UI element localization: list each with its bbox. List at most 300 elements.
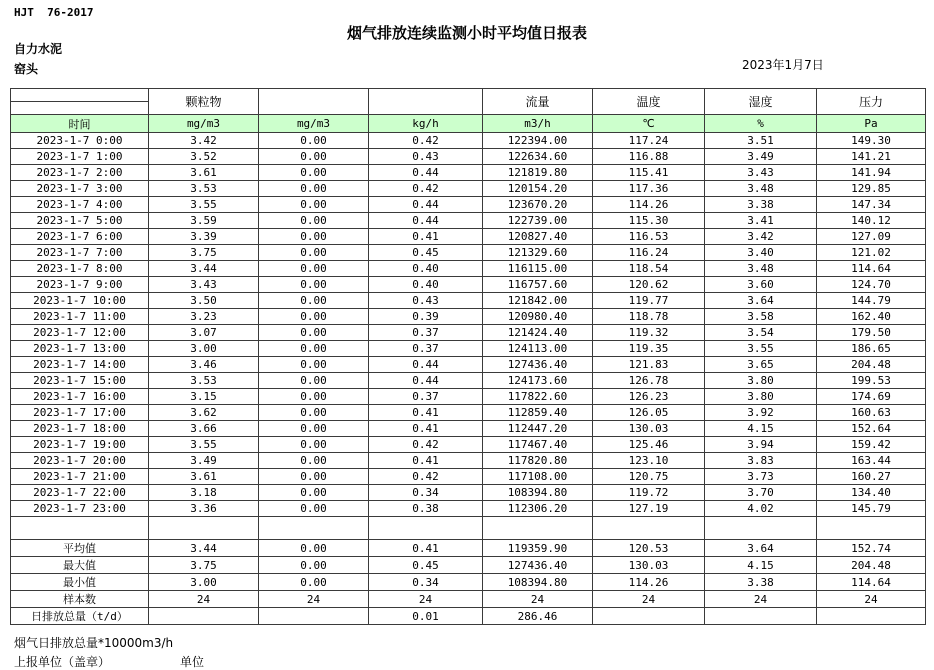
value-cell: 119.72 <box>593 485 705 501</box>
row-label-cell: 2023-1-7 8:00 <box>11 261 149 277</box>
value-cell: 0.44 <box>369 197 483 213</box>
unit-cell-kgh: kg/h <box>369 115 483 133</box>
table-row <box>11 245 926 261</box>
value-cell: 3.92 <box>705 405 817 421</box>
value-cell: 4.02 <box>705 501 817 517</box>
unit-cell-mgm3-2: mg/m3 <box>259 115 369 133</box>
value-cell <box>259 517 369 540</box>
value-cell: 0.00 <box>259 149 369 165</box>
value-cell: 186.65 <box>817 341 926 357</box>
value-cell: 0.00 <box>259 540 369 557</box>
value-cell: 3.64 <box>705 293 817 309</box>
value-cell: 3.66 <box>149 421 259 437</box>
value-cell: 162.40 <box>817 309 926 325</box>
value-cell: 140.12 <box>817 213 926 229</box>
value-cell: 3.43 <box>149 277 259 293</box>
table-row <box>11 469 926 485</box>
table-row <box>11 261 926 277</box>
value-cell: 3.94 <box>705 437 817 453</box>
value-cell <box>817 608 926 625</box>
value-cell: 24 <box>593 591 705 608</box>
value-cell: 3.43 <box>705 165 817 181</box>
value-cell: 0.00 <box>259 453 369 469</box>
row-label-cell: 最小值 <box>11 574 149 591</box>
value-cell: 3.64 <box>705 540 817 557</box>
table-row <box>11 309 926 325</box>
row-label-cell: 最大值 <box>11 557 149 574</box>
value-cell: 124113.00 <box>483 341 593 357</box>
group-header-blank-1 <box>259 89 369 115</box>
report-table <box>10 88 926 625</box>
value-cell: 0.00 <box>259 421 369 437</box>
value-cell: 0.42 <box>369 133 483 149</box>
table-row <box>11 437 926 453</box>
value-cell: 0.00 <box>259 229 369 245</box>
value-cell: 3.55 <box>149 197 259 213</box>
value-cell <box>483 517 593 540</box>
value-cell: 121.83 <box>593 357 705 373</box>
value-cell: 0.39 <box>369 309 483 325</box>
value-cell: 0.42 <box>369 181 483 197</box>
value-cell: 3.44 <box>149 540 259 557</box>
value-cell: 120980.40 <box>483 309 593 325</box>
value-cell: 120.53 <box>593 540 705 557</box>
row-label-cell: 2023-1-7 15:00 <box>11 373 149 389</box>
value-cell: 160.63 <box>817 405 926 421</box>
row-label-cell: 2023-1-7 22:00 <box>11 485 149 501</box>
standard-code: HJT 76-2017 <box>14 6 94 19</box>
value-cell: 108394.80 <box>483 485 593 501</box>
value-cell: 114.64 <box>817 574 926 591</box>
value-cell: 126.05 <box>593 405 705 421</box>
summary-row <box>11 557 926 574</box>
value-cell: 0.38 <box>369 501 483 517</box>
value-cell: 0.00 <box>259 557 369 574</box>
value-cell: 0.00 <box>259 469 369 485</box>
value-cell: 0.00 <box>259 437 369 453</box>
row-label-cell: 2023-1-7 6:00 <box>11 229 149 245</box>
company-name: 自力水泥 <box>14 42 63 56</box>
value-cell: 0.01 <box>369 608 483 625</box>
value-cell: 3.73 <box>705 469 817 485</box>
reporting-unit-label: 上报单位（盖章） <box>14 655 111 669</box>
value-cell: 3.42 <box>149 133 259 149</box>
value-cell: 0.00 <box>259 309 369 325</box>
table-row <box>11 485 926 501</box>
value-cell: 121819.80 <box>483 165 593 181</box>
table-row <box>11 357 926 373</box>
value-cell: 3.00 <box>149 341 259 357</box>
value-cell: 121329.60 <box>483 245 593 261</box>
value-cell: 120.75 <box>593 469 705 485</box>
value-cell: 0.00 <box>259 357 369 373</box>
group-header-pressure: 压力 <box>817 89 926 115</box>
value-cell: 141.94 <box>817 165 926 181</box>
row-label-cell: 2023-1-7 12:00 <box>11 325 149 341</box>
value-cell: 127.09 <box>817 229 926 245</box>
value-cell: 130.03 <box>593 557 705 574</box>
value-cell: 3.49 <box>705 149 817 165</box>
value-cell: 0.43 <box>369 293 483 309</box>
value-cell: 120154.20 <box>483 181 593 197</box>
value-cell: 3.53 <box>149 181 259 197</box>
summary-row <box>11 608 926 625</box>
value-cell: 126.78 <box>593 373 705 389</box>
value-cell: 108394.80 <box>483 574 593 591</box>
unit-cell-time: 时间 <box>11 115 149 133</box>
value-cell: 0.37 <box>369 389 483 405</box>
row-label-cell: 2023-1-7 1:00 <box>11 149 149 165</box>
value-cell: 3.54 <box>705 325 817 341</box>
value-cell: 3.75 <box>149 557 259 574</box>
value-cell: 3.40 <box>705 245 817 261</box>
value-cell: 204.48 <box>817 357 926 373</box>
value-cell: 123670.20 <box>483 197 593 213</box>
unit-cell-pa: Pa <box>817 115 926 133</box>
value-cell: 116.53 <box>593 229 705 245</box>
row-label-cell: 2023-1-7 5:00 <box>11 213 149 229</box>
value-cell: 179.50 <box>817 325 926 341</box>
value-cell: 0.34 <box>369 574 483 591</box>
table-row <box>11 501 926 517</box>
value-cell: 0.40 <box>369 261 483 277</box>
value-cell: 117822.60 <box>483 389 593 405</box>
value-cell: 0.44 <box>369 165 483 181</box>
value-cell: 0.00 <box>259 277 369 293</box>
value-cell: 119.77 <box>593 293 705 309</box>
value-cell: 0.00 <box>259 197 369 213</box>
table-row <box>11 229 926 245</box>
value-cell: 0.41 <box>369 453 483 469</box>
row-label-cell: 2023-1-7 7:00 <box>11 245 149 261</box>
row-label-cell: 2023-1-7 13:00 <box>11 341 149 357</box>
value-cell: 3.62 <box>149 405 259 421</box>
row-label-cell: 2023-1-7 17:00 <box>11 405 149 421</box>
value-cell: 3.83 <box>705 453 817 469</box>
value-cell: 3.75 <box>149 245 259 261</box>
value-cell: 0.00 <box>259 373 369 389</box>
value-cell: 24 <box>369 591 483 608</box>
summary-row <box>11 591 926 608</box>
value-cell: 116757.60 <box>483 277 593 293</box>
value-cell: 0.45 <box>369 245 483 261</box>
value-cell: 127.19 <box>593 501 705 517</box>
spacer-row <box>11 517 926 540</box>
group-header-particulate: 颗粒物 <box>149 89 259 115</box>
value-cell: 120.62 <box>593 277 705 293</box>
unit-cell-percent: % <box>705 115 817 133</box>
value-cell: 0.37 <box>369 341 483 357</box>
value-cell: 115.41 <box>593 165 705 181</box>
value-cell: 3.00 <box>149 574 259 591</box>
unit-cell-celsius: ℃ <box>593 115 705 133</box>
unit-label: 单位 <box>180 655 205 669</box>
value-cell: 112859.40 <box>483 405 593 421</box>
value-cell: 24 <box>259 591 369 608</box>
value-cell: 112447.20 <box>483 421 593 437</box>
value-cell: 3.55 <box>149 437 259 453</box>
value-cell <box>593 517 705 540</box>
value-cell: 3.70 <box>705 485 817 501</box>
value-cell: 0.42 <box>369 469 483 485</box>
value-cell: 3.42 <box>705 229 817 245</box>
value-cell: 0.00 <box>259 213 369 229</box>
value-cell: 0.00 <box>259 165 369 181</box>
value-cell: 124173.60 <box>483 373 593 389</box>
value-cell: 130.03 <box>593 421 705 437</box>
value-cell: 114.26 <box>593 574 705 591</box>
value-cell: 0.00 <box>259 574 369 591</box>
value-cell: 123.10 <box>593 453 705 469</box>
value-cell: 145.79 <box>817 501 926 517</box>
value-cell: 199.53 <box>817 373 926 389</box>
row-label-cell: 2023-1-7 19:00 <box>11 437 149 453</box>
value-cell: 3.36 <box>149 501 259 517</box>
row-label-cell <box>11 517 149 540</box>
value-cell: 0.40 <box>369 277 483 293</box>
value-cell: 0.00 <box>259 341 369 357</box>
value-cell: 116.88 <box>593 149 705 165</box>
value-cell <box>817 517 926 540</box>
table-row <box>11 293 926 309</box>
value-cell: 24 <box>483 591 593 608</box>
value-cell: 204.48 <box>817 557 926 574</box>
value-cell: 0.00 <box>259 181 369 197</box>
row-label-cell: 2023-1-7 11:00 <box>11 309 149 325</box>
value-cell: 122739.00 <box>483 213 593 229</box>
value-cell: 149.30 <box>817 133 926 149</box>
value-cell: 3.65 <box>705 357 817 373</box>
table-row <box>11 197 926 213</box>
value-cell: 121842.00 <box>483 293 593 309</box>
value-cell: 174.69 <box>817 389 926 405</box>
value-cell: 3.59 <box>149 213 259 229</box>
value-cell: 3.60 <box>705 277 817 293</box>
row-label-cell: 2023-1-7 20:00 <box>11 453 149 469</box>
table-body <box>11 133 926 625</box>
value-cell: 122634.60 <box>483 149 593 165</box>
value-cell: 3.49 <box>149 453 259 469</box>
value-cell: 117.24 <box>593 133 705 149</box>
table-row <box>11 277 926 293</box>
value-cell: 3.51 <box>705 133 817 149</box>
value-cell: 122394.00 <box>483 133 593 149</box>
row-label-cell: 日排放总量（t/d） <box>11 608 149 625</box>
value-cell: 127436.40 <box>483 557 593 574</box>
value-cell: 0.42 <box>369 437 483 453</box>
report-date: 2023年1月7日 <box>742 58 824 72</box>
value-cell: 3.55 <box>705 341 817 357</box>
value-cell: 0.41 <box>369 540 483 557</box>
value-cell <box>705 608 817 625</box>
value-cell: 0.44 <box>369 373 483 389</box>
value-cell: 3.52 <box>149 149 259 165</box>
value-cell: 0.45 <box>369 557 483 574</box>
value-cell: 286.46 <box>483 608 593 625</box>
table-row <box>11 213 926 229</box>
row-label-cell: 样本数 <box>11 591 149 608</box>
row-label-cell: 2023-1-7 18:00 <box>11 421 149 437</box>
time-header-upper-cell <box>11 89 149 102</box>
value-cell: 0.00 <box>259 325 369 341</box>
value-cell: 0.00 <box>259 245 369 261</box>
value-cell: 119.35 <box>593 341 705 357</box>
value-cell: 163.44 <box>817 453 926 469</box>
value-cell <box>369 517 483 540</box>
row-label-cell: 2023-1-7 14:00 <box>11 357 149 373</box>
row-label-cell: 2023-1-7 21:00 <box>11 469 149 485</box>
value-cell: 0.41 <box>369 421 483 437</box>
value-cell: 3.80 <box>705 389 817 405</box>
value-cell: 160.27 <box>817 469 926 485</box>
value-cell: 117467.40 <box>483 437 593 453</box>
value-cell: 3.53 <box>149 373 259 389</box>
value-cell: 0.00 <box>259 389 369 405</box>
group-header-blank-2 <box>369 89 483 115</box>
value-cell: 144.79 <box>817 293 926 309</box>
value-cell: 0.00 <box>259 261 369 277</box>
value-cell: 147.34 <box>817 197 926 213</box>
value-cell: 3.61 <box>149 469 259 485</box>
value-cell: 24 <box>149 591 259 608</box>
value-cell: 120827.40 <box>483 229 593 245</box>
monitor-location: 窑头 <box>14 62 39 76</box>
value-cell <box>149 517 259 540</box>
summary-row <box>11 574 926 591</box>
value-cell: 3.39 <box>149 229 259 245</box>
value-cell <box>259 608 369 625</box>
value-cell: 115.30 <box>593 213 705 229</box>
value-cell: 24 <box>817 591 926 608</box>
page-title: 烟气排放连续监测小时平均值日报表 <box>346 24 587 42</box>
summary-row <box>11 540 926 557</box>
value-cell: 24 <box>705 591 817 608</box>
group-header-temperature: 温度 <box>593 89 705 115</box>
value-cell: 121424.40 <box>483 325 593 341</box>
value-cell: 127436.40 <box>483 357 593 373</box>
row-label-cell: 2023-1-7 4:00 <box>11 197 149 213</box>
row-label-cell: 2023-1-7 23:00 <box>11 501 149 517</box>
value-cell: 4.15 <box>705 557 817 574</box>
value-cell: 3.50 <box>149 293 259 309</box>
row-label-cell: 2023-1-7 10:00 <box>11 293 149 309</box>
unit-cell-mgm3-1: mg/m3 <box>149 115 259 133</box>
table-row <box>11 325 926 341</box>
value-cell: 3.61 <box>149 165 259 181</box>
value-cell <box>593 608 705 625</box>
value-cell: 0.37 <box>369 325 483 341</box>
value-cell: 3.18 <box>149 485 259 501</box>
value-cell: 116115.00 <box>483 261 593 277</box>
value-cell: 118.78 <box>593 309 705 325</box>
value-cell: 0.34 <box>369 485 483 501</box>
value-cell: 0.44 <box>369 213 483 229</box>
value-cell: 3.48 <box>705 261 817 277</box>
value-cell: 0.00 <box>259 501 369 517</box>
unit-cell-m3h: m3/h <box>483 115 593 133</box>
value-cell: 112306.20 <box>483 501 593 517</box>
value-cell: 121.02 <box>817 245 926 261</box>
value-cell: 3.07 <box>149 325 259 341</box>
value-cell: 3.58 <box>705 309 817 325</box>
value-cell: 117.36 <box>593 181 705 197</box>
value-cell: 3.15 <box>149 389 259 405</box>
value-cell: 119359.90 <box>483 540 593 557</box>
table-row <box>11 341 926 357</box>
group-header-humidity: 湿度 <box>705 89 817 115</box>
value-cell: 114.64 <box>817 261 926 277</box>
value-cell: 3.38 <box>705 574 817 591</box>
units-header-row <box>11 115 926 133</box>
value-cell: 3.46 <box>149 357 259 373</box>
value-cell: 0.00 <box>259 293 369 309</box>
value-cell: 117108.00 <box>483 469 593 485</box>
value-cell: 3.48 <box>705 181 817 197</box>
table-row <box>11 421 926 437</box>
row-label-cell: 2023-1-7 9:00 <box>11 277 149 293</box>
value-cell: 0.41 <box>369 405 483 421</box>
value-cell: 0.00 <box>259 133 369 149</box>
value-cell: 0.00 <box>259 405 369 421</box>
table-row <box>11 405 926 421</box>
row-label-cell: 2023-1-7 2:00 <box>11 165 149 181</box>
value-cell: 134.40 <box>817 485 926 501</box>
table-row <box>11 373 926 389</box>
row-label-cell: 平均值 <box>11 540 149 557</box>
time-header-lower-cell <box>11 102 149 115</box>
value-cell: 3.23 <box>149 309 259 325</box>
flow-total-note: 烟气日排放总量*10000m3/h <box>14 636 174 650</box>
table-row <box>11 181 926 197</box>
value-cell: 0.43 <box>369 149 483 165</box>
value-cell: 126.23 <box>593 389 705 405</box>
value-cell: 0.41 <box>369 229 483 245</box>
value-cell <box>149 608 259 625</box>
value-cell: 116.24 <box>593 245 705 261</box>
table-header <box>11 89 926 133</box>
value-cell: 117820.80 <box>483 453 593 469</box>
value-cell: 118.54 <box>593 261 705 277</box>
value-cell: 152.64 <box>817 421 926 437</box>
row-label-cell: 2023-1-7 3:00 <box>11 181 149 197</box>
value-cell: 0.00 <box>259 485 369 501</box>
value-cell: 4.15 <box>705 421 817 437</box>
table-row <box>11 389 926 405</box>
table-row <box>11 165 926 181</box>
table-row <box>11 133 926 149</box>
value-cell: 141.21 <box>817 149 926 165</box>
table-row <box>11 453 926 469</box>
value-cell: 159.42 <box>817 437 926 453</box>
value-cell: 119.32 <box>593 325 705 341</box>
value-cell: 124.70 <box>817 277 926 293</box>
value-cell <box>705 517 817 540</box>
value-cell: 3.38 <box>705 197 817 213</box>
value-cell: 0.44 <box>369 357 483 373</box>
group-header-row <box>11 89 926 102</box>
value-cell: 125.46 <box>593 437 705 453</box>
value-cell: 152.74 <box>817 540 926 557</box>
value-cell: 3.44 <box>149 261 259 277</box>
value-cell: 114.26 <box>593 197 705 213</box>
group-header-flow: 流量 <box>483 89 593 115</box>
value-cell: 3.80 <box>705 373 817 389</box>
row-label-cell: 2023-1-7 16:00 <box>11 389 149 405</box>
row-label-cell: 2023-1-7 0:00 <box>11 133 149 149</box>
value-cell: 3.41 <box>705 213 817 229</box>
table-row <box>11 149 926 165</box>
value-cell: 129.85 <box>817 181 926 197</box>
